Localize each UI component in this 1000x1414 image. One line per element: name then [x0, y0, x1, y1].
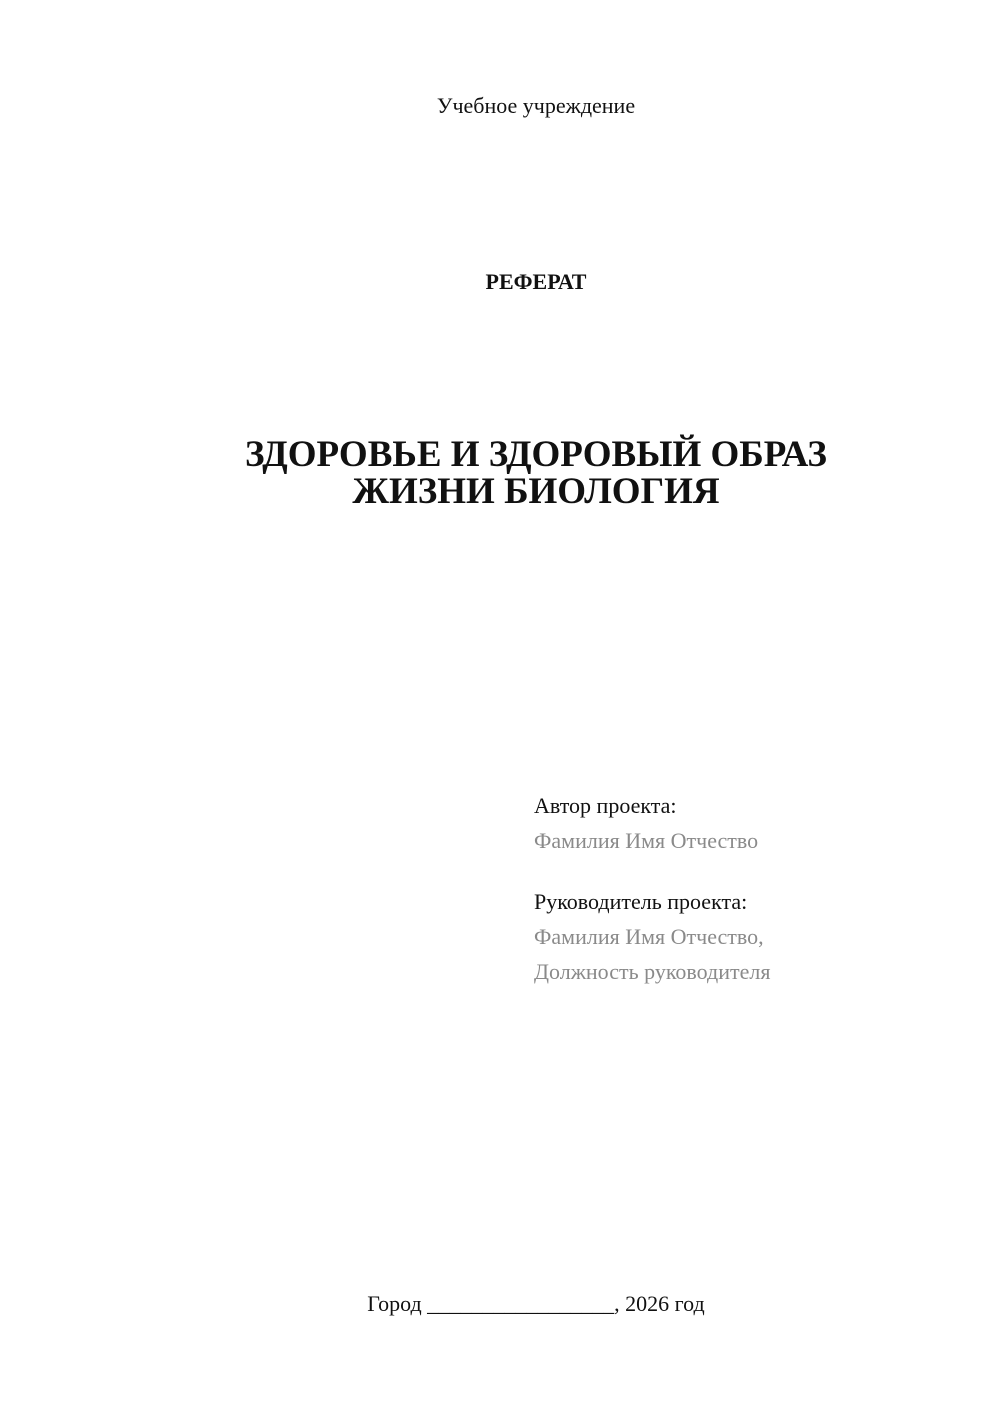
document-type: РЕФЕРАТ	[485, 269, 587, 294]
supervisor-name: Фамилия Имя Отчество,	[534, 924, 764, 949]
document-title-line-2: ЖИЗНИ БИОЛОГИЯ	[352, 471, 720, 512]
supervisor-block	[534, 884, 974, 989]
institution-name: Учебное учреждение	[436, 93, 636, 118]
city-year-line: Город _________________, 2026 год	[367, 1291, 705, 1316]
document-title-line-1: ЗДОРОВЬЕ И ЗДОРОВЫЙ ОБРАЗ	[245, 434, 827, 475]
supervisor-label: Руководитель проекта:	[534, 889, 748, 914]
author-name: Фамилия Имя Отчество	[534, 828, 759, 853]
author-label: Автор проекта:	[534, 793, 677, 818]
project-people	[534, 788, 974, 989]
document-title	[180, 436, 892, 510]
author-block	[534, 788, 974, 858]
supervisor-position: Должность руководителя	[534, 959, 771, 984]
